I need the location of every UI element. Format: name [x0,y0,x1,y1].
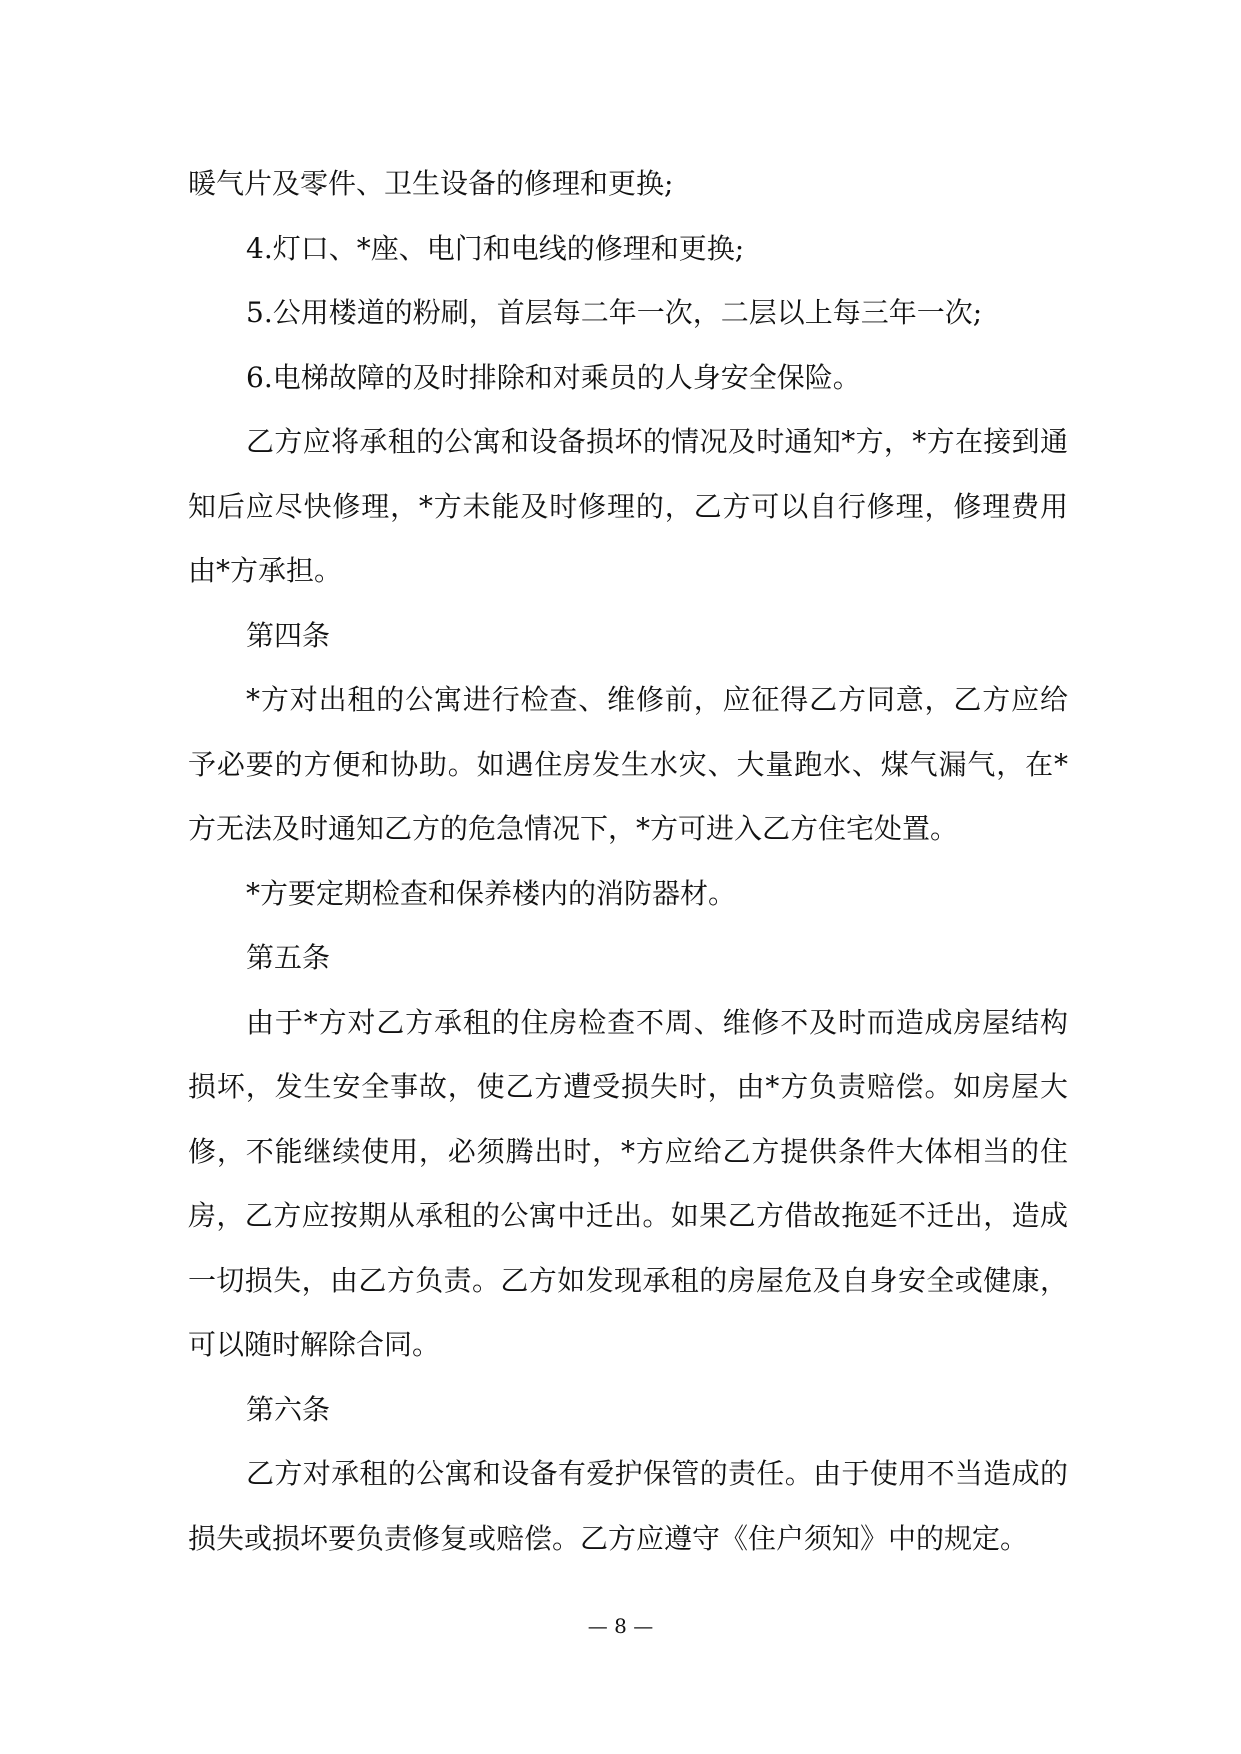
document-body [188,152,1068,1571]
paragraph-repair-items-continued: 暖气片及零件、卫生设备的修理和更换; [188,167,674,200]
paragraph-notice-repair: 乙方应将承租的公寓和设备损坏的情况及时通知*方，*方在接到通知后应尽快修理，*方未能及时修理的，乙方可以自行修理，修理费用由*方承担。 [188,425,1068,587]
article-heading-6: 第六条 [246,1392,331,1426]
page-number: — 8 — [587,1614,654,1638]
paragraph-item-6: 6.电梯故障的及时排除和对乘员的人身安全保险。 [246,360,861,394]
paragraph-article-4-fire-equipment: *方要定期检查和保养楼内的消防器材。 [246,876,737,910]
article-heading-5: 第五条 [246,941,331,974]
paragraph-item-5: 5.公用楼道的粉刷，首层每二年一次，二层以上每三年一次; [246,296,983,329]
paragraph-item-4: 4.灯口、*座、电门和电线的修理和更换; [246,231,745,265]
paragraph-article-5: 由于*方对乙方承租的住房检查不周、维修不及时而造成房屋结构损坏，发生安全事故，使乙方遭受损失时，由*方负责赔偿。如房屋大修，不能继续使用，必须腾出时，*方应给乙方提供条件大体相当的住房，乙方应按期从承租的公寓中迁出。如果乙方借故拖延不迁出，造成一切损失，由乙方负责。乙方如发现承租的房屋危及自身安全或健康，可以随时解除合同。 [188,1005,1068,1361]
paragraph-article-4-inspection: *方对出租的公寓进行检查、维修前，应征得乙方同意，乙方应给予必要的方便和协助。如遇住房发生水灾、大量跑水、煤气漏气，在*方无法及时通知乙方的危急情况下，*方可进入乙方住宅处置。 [188,683,1068,845]
article-heading-4: 第四条 [246,618,331,652]
paragraph-article-6: 乙方对承租的公寓和设备有爱护保管的责任。由于使用不当造成的损失或损坏要负责修复或赔偿。乙方应遵守《住户须知》中的规定。 [188,1457,1068,1555]
